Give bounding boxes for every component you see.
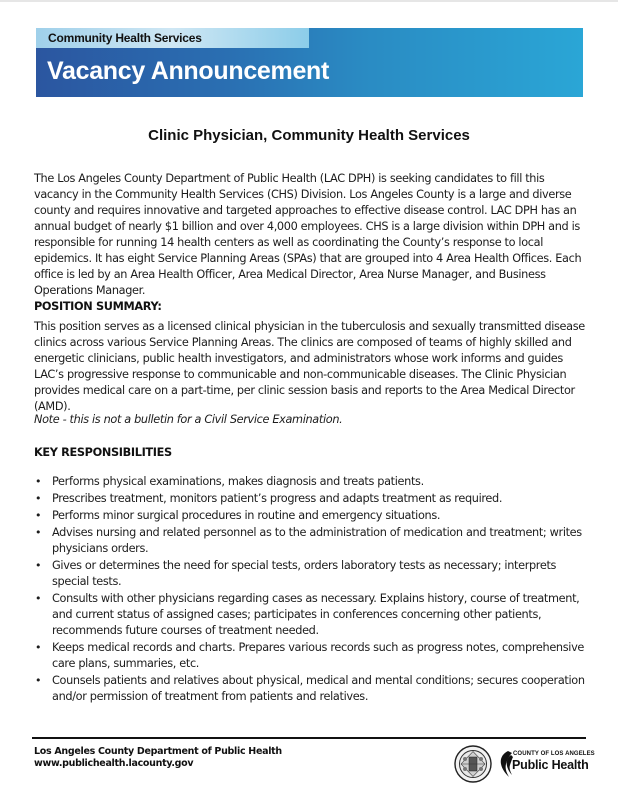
list-item: [34, 491, 586, 507]
header-banner: [36, 28, 583, 97]
bullet-icon: •: [35, 559, 42, 572]
division-label: Community Health Services: [48, 31, 202, 45]
banner-title: Vacancy Announcement: [47, 57, 330, 85]
position-summary-body: This position serves as a licensed clinical physician in the tuberculosis and sexually transmitted disease clinics across various Service Planning Areas. The clinics are composed of teams of highly skilled and energetic clinicians, public health investigators, and administrators whose work informs and guides LAC’s progressive response to communicable and non-communicable diseases. The Clinic Physician provides medical care on a part-time, per clinic session basis and reports to the Area Medical Director (AMD).: [34, 320, 585, 413]
bullet-icon: •: [35, 492, 42, 505]
list-item: [34, 558, 586, 590]
footer-website-link[interactable]: www.publichealth.lacounty.gov: [34, 758, 194, 769]
list-item-text: Performs physical examinations, makes diagnosis and treats patients.: [52, 475, 424, 488]
logo-public-health-text: Public Health: [512, 758, 589, 772]
list-item-text: Consults with other physicians regarding cases as necessary. Explains history, course of treatment, and current status of assigned cases; participates in conferences concerning other patients, recommends future courses of treatment needed.: [52, 592, 580, 637]
footer-org-info: [34, 746, 282, 770]
bullet-icon: •: [35, 475, 42, 488]
footer-org-name: Los Angeles County Department of Public Health: [34, 746, 282, 757]
list-item-text: Gives or determines the need for special tests, orders laboratory tests as necessary; interprets special tests.: [52, 559, 557, 588]
responsibilities-list: [34, 474, 586, 706]
list-item: [34, 673, 586, 705]
list-item: [34, 474, 586, 490]
public-health-logo: [499, 750, 595, 778]
document-title: Clinic Physician, Community Health Services: [148, 127, 470, 144]
list-item: [34, 525, 586, 557]
intro-paragraph: The Los Angeles County Department of Public Health (LAC DPH) is seeking candidates to fill this vacancy in the Community Health Services (CHS) Division. Los Angeles County is a large and diverse county and requires innovative and targeted approaches to effective disease control. LAC DPH has an annual budget of nearly $1 billion and over 4,000 employees. CHS is a large division within DPH and is responsible for running 14 health centers as well as coordinating the County’s response to local epidemics. It has eight Service Planning Areas (SPAs) that are grouped into 4 Area Health Offices. Each office is led by an Area Health Officer, Area Medical Director, Area Nurse Manager, and Business Operations Manager.: [34, 172, 582, 297]
list-item: [34, 508, 586, 524]
county-seal-icon: [454, 745, 492, 783]
bullet-icon: •: [35, 526, 42, 539]
bullet-icon: •: [35, 674, 42, 687]
civil-service-note: Note - this is not a bulletin for a Civil Service Examination.: [34, 413, 343, 426]
bullet-icon: •: [35, 509, 42, 522]
top-border: [0, 0, 618, 2]
logo-county-text: COUNTY OF LOS ANGELES: [513, 751, 595, 757]
list-item-text: Keeps medical records and charts. Prepares various records such as progress notes, comprehensive care plans, summaries, etc.: [52, 641, 584, 670]
division-strip: [36, 28, 309, 48]
list-item: [34, 591, 586, 639]
bullet-icon: •: [35, 641, 42, 654]
position-summary-heading: POSITION SUMMARY:: [34, 300, 162, 313]
public-health-profile-icon: [499, 750, 513, 778]
list-item-text: Performs minor surgical procedures in routine and emergency situations.: [52, 509, 441, 522]
list-item: [34, 640, 586, 672]
bullet-icon: •: [35, 592, 42, 605]
key-responsibilities-heading: KEY RESPONSIBILITIES: [34, 446, 172, 459]
footer-divider: [32, 737, 586, 739]
list-item-text: Counsels patients and relatives about physical, medical and mental conditions; secures cooperation and/or permission of treatment from patients and relatives.: [52, 674, 585, 703]
list-item-text: Advises nursing and related personnel as to the administration of medication and treatment; writes physicians orders.: [52, 526, 582, 555]
list-item-text: Prescribes treatment, monitors patient’s progress and adapts treatment as required.: [52, 492, 503, 505]
